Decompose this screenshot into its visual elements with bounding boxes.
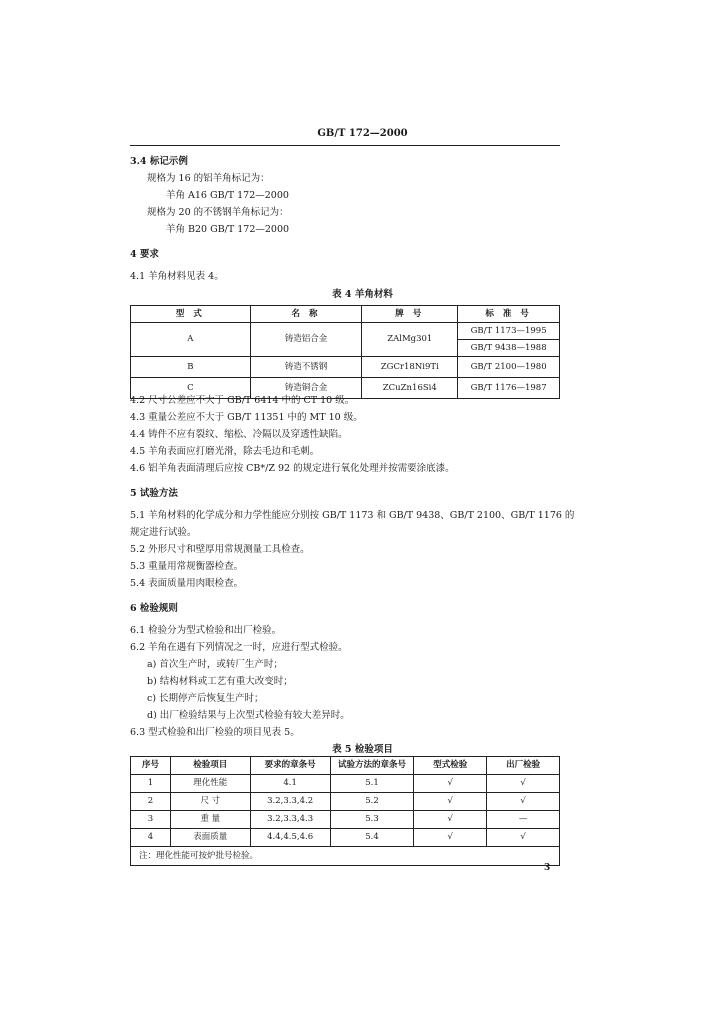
type-cell: A [131,323,251,357]
para-5-3: 5.3 重量用常规衡器检查。 [130,561,244,572]
check-mark-cell: — [487,811,560,829]
table-cell: 尺 寸 [170,793,250,811]
check-mark-cell: √ [487,793,560,811]
section-6-title: 6 检验规则 [130,603,178,614]
table-row [131,357,560,378]
table-header-row [131,757,560,775]
standard-cell: GB/T 2100—1980 [458,357,560,378]
check-mark-cell: √ [414,775,487,793]
marking-line-1: 规格为 16 的铝羊角标记为： [147,173,270,184]
header-cell: 名 称 [250,306,362,323]
table-cell: 5.2 [330,793,414,811]
table-cell: 3 [131,811,171,829]
para-4-2: 4.2 尺寸公差应不大于 GB/T 6414 中的 CT 10 级。 [130,395,355,406]
type-cell: B [131,357,251,378]
header-rule [130,145,560,146]
grade-cell: ZCuZn16Si4 [362,378,458,399]
list-item-c: c) 长期停产后恢复生产时； [147,693,264,704]
header-cell: 试验方法的章条号 [330,757,414,775]
section-3-4-title: 3.4 标记示例 [130,156,188,167]
grade-cell: ZGCr18Ni9Ti [362,357,458,378]
table-cell: 4.1 [250,775,330,793]
para-4-6: 4.6 铝羊角表面清理后应按 CB*/Z 92 的规定进行氧化处理并按需要涂底漆。 [130,463,455,474]
type-cell: C [131,378,251,399]
marking-line-2: 羊角 A16 GB/T 172—2000 [166,190,289,201]
list-item-b: b) 结构材料或工艺有重大改变时； [147,676,293,687]
page-number: 3 [544,863,551,873]
name-cell: 铸造铜合金 [250,378,362,399]
header-cell: 出厂检验 [487,757,560,775]
check-mark-cell: √ [414,811,487,829]
para-5-4: 5.4 表面质量用肉眼检查。 [130,578,244,589]
para-5-1: 5.1 羊角材料的化学成分和力学性能应分别按 GB/T 1173 和 GB/T 9438、GB/T 2100、GB/T 1176 的 [130,510,575,521]
table-header-row [131,306,560,323]
standard-cell: GB/T 1173—1995 [458,323,560,340]
header-cell: 型式检验 [414,757,487,775]
check-mark-cell: √ [487,775,560,793]
grade-cell: ZAlMg301 [362,323,458,357]
para-4-1: 4.1 羊角材料见表 4。 [130,271,224,282]
header-cell: 标 准 号 [458,306,560,323]
table-cell: 3.2,3.3,4.3 [250,811,330,829]
para-4-3: 4.3 重量公差应不大于 GB/T 11351 中的 MT 10 级。 [130,412,363,423]
table-5-caption: 表 5 检验项目 [332,744,393,755]
table-row [131,811,560,829]
table-cell: 理化性能 [170,775,250,793]
table-row [131,793,560,811]
table-cell: 1 [131,775,171,793]
header-cell: 牌 号 [362,306,458,323]
header-cell: 型 式 [131,306,251,323]
table-note: 注：理化性能可按炉批号检验。 [131,847,560,866]
check-mark-cell: √ [414,829,487,847]
para-6-1: 6.1 检验分为型式检验和出厂检验。 [130,625,282,636]
section-4-title: 4 要求 [130,249,159,260]
para-5-1-cont: 规定进行试验。 [130,527,197,538]
name-cell: 铸造铝合金 [250,323,362,357]
table-row [131,829,560,847]
table-5 [130,756,560,866]
section-5-title: 5 试验方法 [130,488,178,499]
table-cell: 5.4 [330,829,414,847]
check-mark-cell: √ [414,793,487,811]
para-4-4: 4.4 铸件不应有裂纹、缩松、冷隔以及穿透性缺陷。 [130,429,348,440]
standard-cell: GB/T 1176—1987 [458,378,560,399]
table-4 [130,305,560,399]
table-row [131,323,560,340]
header-cell: 检验项目 [170,757,250,775]
list-item-d: d) 出厂检验结果与上次型式检验有较大差异时。 [147,710,350,721]
list-item-a: a) 首次生产时，或转厂生产时； [147,659,283,670]
header-cell: 序号 [131,757,171,775]
para-6-2: 6.2 羊角在遇有下列情况之一时，应进行型式检验。 [130,642,348,653]
check-mark-cell: √ [487,829,560,847]
table-cell: 表面质量 [170,829,250,847]
table-cell: 5.3 [330,811,414,829]
marking-line-3: 规格为 20 的不锈钢羊角标记为： [147,207,289,218]
table-cell: 3.2,3.3,4.2 [250,793,330,811]
table-row [131,775,560,793]
table-cell: 5.1 [330,775,414,793]
document-header: GB/T 172—2000 [317,128,408,139]
table-cell: 4 [131,829,171,847]
para-4-5: 4.5 羊角表面应打磨光滑，除去毛边和毛刺。 [130,446,320,457]
standard-cell: GB/T 9438—1988 [458,340,560,357]
para-5-2: 5.2 外形尺寸和壁厚用常规测量工具检查。 [130,544,310,555]
table-cell: 2 [131,793,171,811]
para-6-3: 6.3 型式检验和出厂检验的项目见表 5。 [130,727,300,738]
table-note-row [131,847,560,866]
marking-line-4: 羊角 B20 GB/T 172—2000 [166,224,290,235]
name-cell: 铸造不锈钢 [250,357,362,378]
table-4-caption: 表 4 羊角材料 [332,289,393,300]
table-cell: 重 量 [170,811,250,829]
header-cell: 要求的章条号 [250,757,330,775]
table-cell: 4.4,4.5,4.6 [250,829,330,847]
